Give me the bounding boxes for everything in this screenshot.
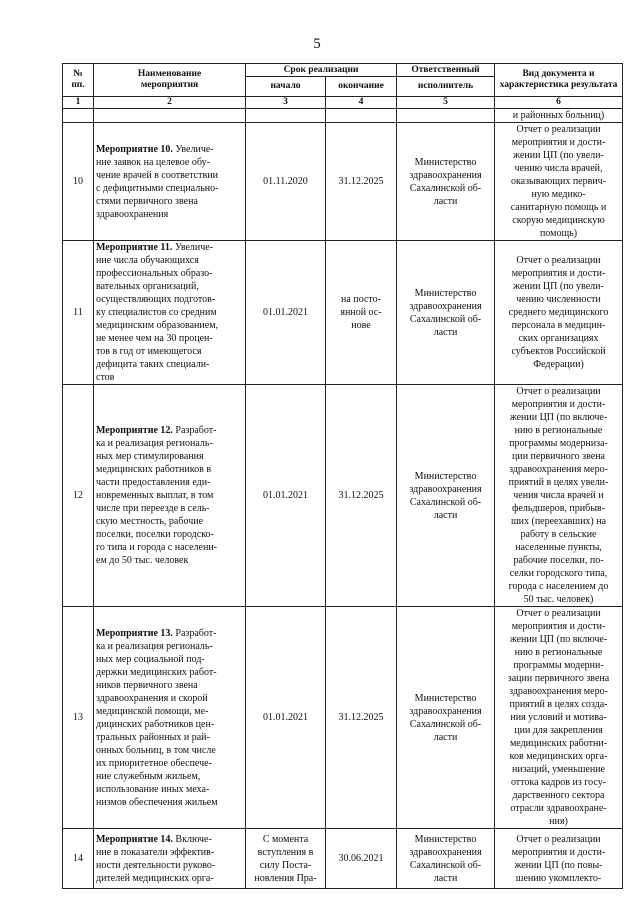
result-line: скорую медицинскую [512, 215, 605, 226]
column-index: 5 [397, 97, 495, 109]
responsible-line: здравоохранения [409, 846, 482, 858]
end-date-line: на посто- [341, 294, 381, 305]
result-line: ших (переехавших) на [510, 516, 607, 527]
activity-row [63, 123, 623, 241]
result-line: чению числа врачей, [514, 163, 603, 174]
responsible-line: Сахалинской об- [409, 496, 482, 508]
result-line: жении ЦП (по увели- [513, 281, 604, 292]
activity-name-line: Мероприятие 11. Увеличе- [96, 242, 214, 253]
result-line: программы модерни- [513, 660, 604, 671]
continuation-row [63, 109, 623, 123]
activity-name-line: ние служебным жильем, [96, 770, 201, 782]
result-line: Отчет о реализации [516, 833, 601, 845]
activity-row [63, 385, 623, 607]
result-line: фельдшеров, прибыв- [512, 503, 605, 514]
activity-name-line: стов [96, 372, 115, 383]
activity-name-line: онных больниц, в том числе [96, 744, 216, 756]
result-description [495, 123, 623, 241]
result-line: селки городского типа, [509, 568, 608, 579]
result-line: работу в сельские [520, 529, 597, 540]
responsible [397, 607, 495, 829]
activities-table [62, 63, 623, 889]
result-line: ния) [549, 816, 568, 827]
activity-name-line: ку специалистов со средним [96, 307, 217, 318]
start-date: 01.11.2020 [246, 123, 326, 241]
row-number: 12 [63, 385, 94, 607]
responsible-line: Сахалинской об- [409, 182, 482, 194]
start-date: 01.01.2021 [246, 607, 326, 829]
result-line: низаций, уменьшение [512, 764, 605, 775]
activity-name-line: го типа и города с населени- [96, 542, 217, 553]
result-line: приятий в целях увели- [508, 477, 609, 488]
activity-name-line: тов в год от имеющегося [96, 346, 202, 357]
result-line: нию в региональные [514, 647, 603, 658]
activity-title: Мероприятие 12. [96, 425, 173, 436]
activity-name-line: дефицита таких специали- [96, 359, 210, 370]
column-index: 4 [326, 97, 397, 109]
result-description [495, 607, 623, 829]
result-line: нию в региональные [514, 425, 603, 436]
result-line: ния условий и мотива- [510, 712, 607, 723]
activity-name-line: медицинским образованием, [96, 320, 219, 331]
start-date [246, 829, 326, 889]
responsible-line: здравоохранения [409, 705, 482, 717]
result-line: зации первичного звена [507, 673, 610, 684]
activity-name-line: ников первичного звена [96, 679, 198, 691]
activity-title: Мероприятие 11. [96, 242, 173, 253]
responsible-line: Сахалинской об- [409, 859, 482, 871]
activity-name-line: Мероприятие 14. Включе- [96, 833, 212, 845]
end-date: 31.12.2025 [326, 123, 397, 241]
result-line: 50 тыс. человек) [523, 594, 594, 605]
result-description [495, 385, 623, 607]
activity-title: Мероприятие 13. [96, 627, 173, 639]
result-line: города с населением до [508, 581, 609, 592]
activity-name-line: ка и реализация региональ- [96, 438, 213, 449]
responsible-line: ласти [433, 872, 458, 884]
activity-name-line: ние в показатели эффектив- [96, 846, 215, 858]
result-line: дарственного сектора [512, 790, 605, 801]
activity-name-line: дицинских работников цен- [96, 718, 215, 730]
responsible [397, 123, 495, 241]
result-line: мероприятия и дости- [511, 846, 606, 858]
activity-title: Мероприятие 10. [96, 143, 173, 155]
activity-name [94, 385, 246, 607]
end-date: 31.12.2025 [326, 385, 397, 607]
responsible-line: ласти [433, 731, 458, 743]
start-date-line: С момента [262, 833, 309, 845]
activity-name [94, 241, 246, 385]
start-date-line: новления Пра- [254, 872, 317, 884]
row-number: 13 [63, 607, 94, 829]
result-line: Отчет о реализации [516, 386, 601, 397]
result-line: чения числа врачей и [513, 490, 604, 501]
activity-name-line: ние заявок на целевое обу- [96, 156, 210, 168]
end-date [326, 241, 397, 385]
end-date-line: янной ос- [340, 307, 382, 318]
activity-name-line: Мероприятие 10. Увеличе- [96, 143, 214, 155]
activity-name-line: держки медицинских работ- [96, 666, 217, 678]
result-line: оказывающих первич- [510, 176, 607, 187]
header-start: начало [246, 77, 326, 97]
responsible [397, 829, 495, 889]
end-date: 31.12.2025 [326, 607, 397, 829]
result-line: мероприятия и дости- [511, 137, 606, 148]
responsible-line: ласти [433, 326, 458, 338]
activity-name-line: тральных районных и рай- [96, 731, 210, 743]
result-line: среднего медицинского [508, 307, 609, 318]
activity-name-line: медицинской помощи, ме- [96, 705, 209, 717]
responsible-line: здравоохранения [409, 169, 482, 181]
activity-name-line: новременных выплат, в том [96, 490, 214, 501]
header-period: Срок реализации [246, 64, 397, 77]
result-line: жении ЦП (по повы- [514, 859, 603, 871]
activity-name [94, 829, 246, 889]
result-description [495, 829, 623, 889]
activity-name-line: ем до 50 тыс. человек [96, 555, 189, 566]
start-date-line: силу Поста- [259, 859, 312, 871]
responsible-line: Сахалинской об- [409, 313, 482, 325]
header-responsible-bottom: исполнитель [397, 77, 495, 97]
result-line: жении ЦП (по включе- [509, 634, 608, 645]
result-line: Отчет о реализации [516, 124, 601, 135]
result-line: отрасли здравоохране- [510, 803, 607, 814]
activity-name-line: ка и реализация региональ- [96, 640, 213, 652]
result-description [495, 241, 623, 385]
result-line: ских организациях [518, 333, 599, 344]
result-line: субъектов Российской [511, 346, 606, 357]
result-line: ков медицинских орга- [509, 751, 608, 762]
activity-name-line: медицинских работников в [96, 464, 212, 475]
column-index: 2 [94, 97, 246, 109]
column-index-row [63, 97, 623, 109]
start-date-line: вступления в [257, 846, 314, 858]
activity-name-line: Мероприятие 13. Разработ- [96, 627, 217, 639]
activity-name-line: здравоохранения и скорой [96, 692, 208, 704]
start-date: 01.01.2021 [246, 385, 326, 607]
continuation-text: и районных больниц) [495, 109, 623, 123]
result-line: ции для закрепления [514, 725, 603, 736]
result-line: санитарную помощь и [510, 202, 607, 213]
activity-name-line: ности деятельности руково- [96, 859, 216, 871]
result-line: мероприятия и дости- [511, 268, 606, 279]
activity-name-line: стями первичного звена [96, 195, 198, 207]
result-line: Отчет о реализации [516, 608, 601, 619]
activity-name-line: скую местность, рабочие [96, 516, 204, 527]
responsible [397, 241, 495, 385]
activity-name-line: ние числа обучающихся [96, 255, 199, 266]
activity-name-line: здравоохранения [96, 208, 169, 220]
activity-name-line: поселки, поселки городско- [96, 529, 214, 540]
result-line: здравоохранения меро- [509, 464, 608, 475]
activity-name [94, 607, 246, 829]
column-index: 3 [246, 97, 326, 109]
row-number: 14 [63, 829, 94, 889]
activity-name-line: ных мер стимулирования [96, 451, 204, 462]
result-line: Отчет о реализации [516, 255, 601, 266]
row-number: 11 [63, 241, 94, 385]
header-name: Наименование мероприятия [94, 64, 246, 97]
column-index: 1 [63, 97, 94, 109]
responsible-line: ласти [433, 509, 458, 521]
page-number: 5 [313, 36, 321, 52]
header-num: № пп. [63, 64, 94, 97]
activity-name-line: Мероприятие 12. Разработ- [96, 425, 217, 436]
result-line: здравоохранения меро- [509, 686, 608, 697]
activity-row [63, 241, 623, 385]
result-line: жении ЦП (по включе- [509, 412, 608, 423]
result-line: населенные пункты, [515, 542, 602, 553]
result-line: приятий в целях созда- [509, 699, 608, 710]
responsible-line: Министерство [414, 470, 477, 482]
responsible-line: Сахалинской об- [409, 718, 482, 730]
result-line: чению численности [516, 294, 601, 305]
responsible-line: ласти [433, 195, 458, 207]
row-number: 10 [63, 123, 94, 241]
result-line: ную медико- [531, 189, 586, 200]
activity-name-line: дителей медицинских орга- [96, 872, 214, 884]
responsible-line: Министерство [414, 833, 477, 845]
end-date-line: нове [351, 320, 371, 331]
header-end: окончание [326, 77, 397, 97]
result-line: мероприятия и дости- [511, 621, 606, 632]
result-line: программы модерниза- [509, 438, 608, 449]
activity-name-line: чение врачей в соответствии [96, 169, 218, 181]
activity-name [94, 123, 246, 241]
result-line: мероприятия и дости- [511, 399, 606, 410]
responsible-line: Министерство [414, 692, 477, 704]
result-line: персонала в медицин- [511, 320, 606, 331]
activity-name-line: профессиональных образо- [96, 268, 213, 279]
activity-name-line: ных мер социальной под- [96, 653, 205, 665]
result-line: рабочие поселки, по- [513, 555, 604, 566]
activity-name-line: их приоритетное обеспече- [96, 757, 212, 769]
header-result: Вид документа и характеристика результата [495, 64, 623, 97]
responsible-line: здравоохранения [409, 300, 482, 312]
start-date: 01.01.2021 [246, 241, 326, 385]
activity-title: Мероприятие 14. [96, 833, 173, 845]
responsible-line: здравоохранения [409, 483, 482, 495]
activity-row [63, 607, 623, 829]
activity-name-line: использование иных меха- [96, 783, 210, 795]
activity-name-line: вательных организаций, [96, 281, 199, 292]
result-line: медицинских работни- [509, 738, 608, 749]
activity-row [63, 829, 623, 889]
activity-name-line: низмов обеспечения жильем [96, 796, 218, 808]
responsible-line: Министерство [414, 287, 477, 299]
header-responsible-top: Ответственный [397, 64, 495, 77]
result-line: ции первичного звена [512, 451, 605, 462]
result-line: жении ЦП (по увели- [513, 150, 604, 161]
result-line: Федерации) [533, 359, 584, 370]
activity-name-line: не менее чем на 30 процен- [96, 333, 213, 344]
end-date: 30.06.2021 [326, 829, 397, 889]
responsible-line: Министерство [414, 156, 477, 168]
column-index: 6 [495, 97, 623, 109]
result-line: оттока кадров из госу- [510, 777, 607, 788]
responsible [397, 385, 495, 607]
activity-name-line: части предоставления еди- [96, 477, 211, 488]
activity-name-line: осуществляющих подготов- [96, 294, 216, 305]
result-line: шению укомплекто- [515, 872, 602, 884]
activity-name-line: с дефицитными специально- [96, 182, 219, 194]
result-line: помощь) [539, 228, 578, 239]
activity-name-line: числе при переезде в сель- [96, 503, 210, 514]
